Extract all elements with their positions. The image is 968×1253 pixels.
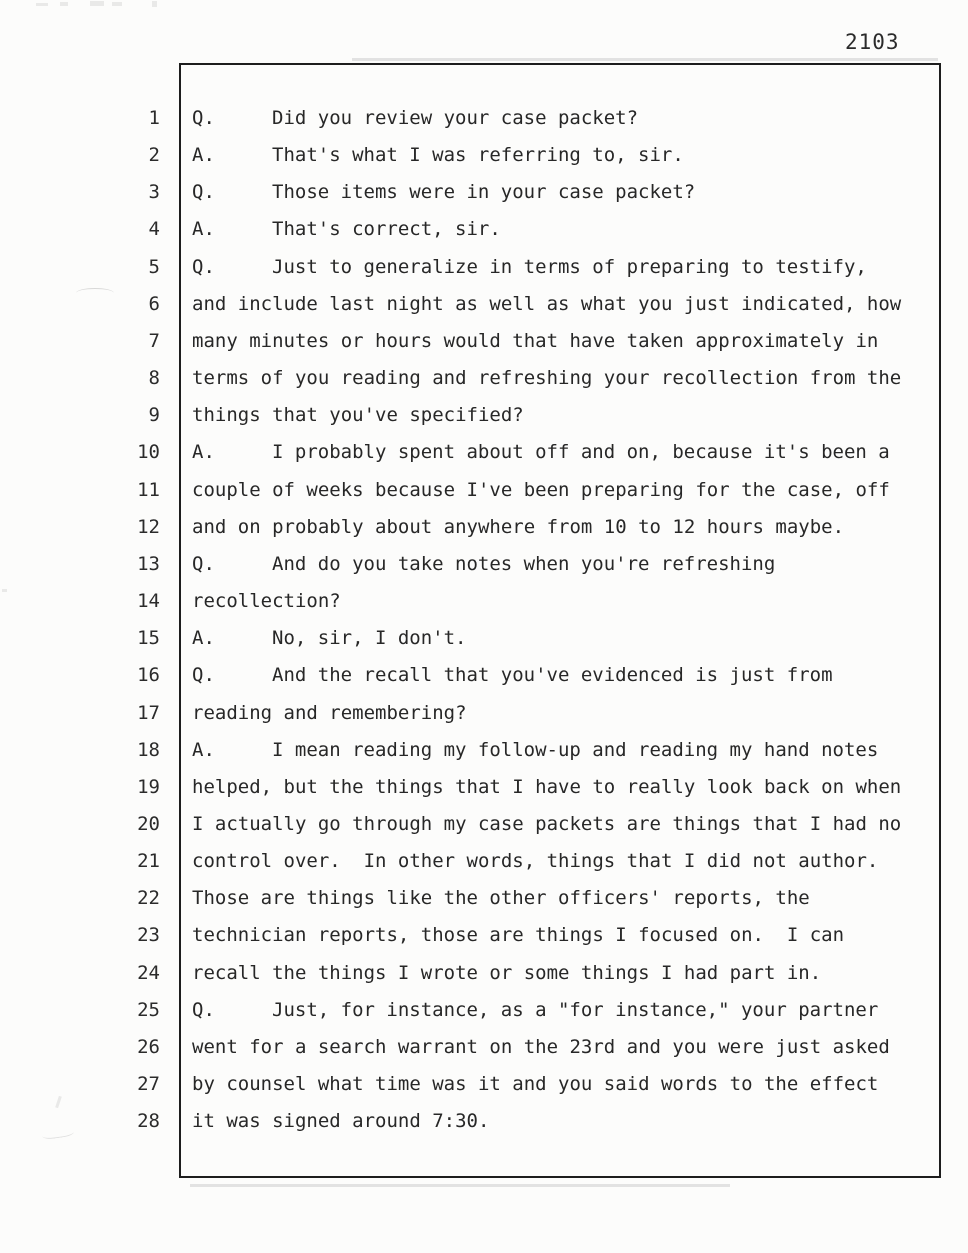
line-text: recollection? xyxy=(192,590,341,613)
line-text: Those are things like the other officers' reports, the xyxy=(192,887,810,910)
line-number: 13 xyxy=(137,552,160,575)
speaker-label: Q. xyxy=(192,107,215,129)
speaker-label: Q. xyxy=(192,998,215,1021)
speaker-label: Q. xyxy=(192,664,215,687)
line-number: 15 xyxy=(137,627,160,650)
scan-artifact xyxy=(152,1,157,7)
line-text: Did you review your case packet? xyxy=(272,107,639,129)
transcript-line xyxy=(100,1066,940,1103)
transcript-line xyxy=(100,695,940,732)
speaker-label: A. xyxy=(192,218,215,241)
line-text: recall the things I wrote or some things I had part in. xyxy=(192,961,822,984)
line-text: Just, for instance, as a "for instance," your partner xyxy=(272,998,879,1021)
line-text: I probably spent about off and on, because it's been a xyxy=(272,441,890,464)
line-text: I mean reading my follow-up and reading my hand notes xyxy=(272,738,879,761)
line-number: 8 xyxy=(148,367,160,390)
scan-artifact xyxy=(41,1126,74,1140)
speaker-label: Q. xyxy=(192,181,215,204)
line-text: No, sir, I don't. xyxy=(272,627,467,650)
line-number: 23 xyxy=(137,924,160,947)
speaker-label: Q. xyxy=(192,255,215,278)
line-text: And the recall that you've evidenced is just from xyxy=(272,664,833,687)
line-number: 20 xyxy=(137,812,160,835)
transcript-line xyxy=(100,360,940,397)
transcript-line xyxy=(100,1029,940,1066)
speaker-label: A. xyxy=(192,627,215,650)
line-number: 11 xyxy=(137,478,160,501)
line-text: That's what I was referring to, sir. xyxy=(272,144,684,167)
speaker-label: A. xyxy=(192,144,215,167)
line-number: 17 xyxy=(137,701,160,724)
line-text: That's correct, sir. xyxy=(272,218,501,241)
transcript-line xyxy=(100,769,940,806)
line-number: 22 xyxy=(137,887,160,910)
speaker-label: A. xyxy=(192,441,215,464)
line-number: 24 xyxy=(137,961,160,984)
transcript-line xyxy=(100,211,940,248)
line-text: control over. In other words, things that I did not author. xyxy=(192,850,879,873)
transcript-lines xyxy=(100,100,940,1140)
speaker-label: A. xyxy=(192,738,215,761)
line-number: 19 xyxy=(137,775,160,798)
line-number: 10 xyxy=(137,441,160,464)
transcript-line xyxy=(100,174,940,211)
transcript-line xyxy=(100,843,940,880)
line-number: 2 xyxy=(148,144,160,167)
line-number: 26 xyxy=(137,1035,160,1058)
transcript-line xyxy=(100,323,940,360)
scan-artifact xyxy=(36,3,48,6)
line-number: 12 xyxy=(137,515,160,538)
line-number: 18 xyxy=(137,738,160,761)
page-number: 2103 xyxy=(845,30,900,54)
scan-artifact xyxy=(352,58,938,61)
line-number: 28 xyxy=(137,1110,160,1133)
line-text: many minutes or hours would that have taken approximately in xyxy=(192,329,879,352)
transcript-line xyxy=(100,583,940,620)
speaker-label: Q. xyxy=(192,552,215,575)
transcript-line xyxy=(100,434,940,471)
transcript-line xyxy=(100,249,940,286)
transcript-line xyxy=(100,472,940,509)
line-text: reading and remembering? xyxy=(192,701,467,724)
line-number: 14 xyxy=(137,590,160,613)
line-number: 16 xyxy=(137,664,160,687)
line-text: technician reports, those are things I focused on. I can xyxy=(192,924,845,947)
transcript-line xyxy=(100,657,940,694)
transcript-line xyxy=(100,137,940,174)
transcript-line xyxy=(100,917,940,954)
transcript-line xyxy=(100,880,940,917)
line-number: 1 xyxy=(148,107,160,129)
scan-artifact xyxy=(190,1184,730,1187)
transcript-line xyxy=(100,620,940,657)
line-number: 3 xyxy=(148,181,160,204)
line-text: Just to generalize in terms of preparing to testify, xyxy=(272,255,867,278)
line-text: things that you've specified? xyxy=(192,404,524,427)
line-number: 6 xyxy=(148,292,160,315)
line-text: and include last night as well as what you just indicated, how xyxy=(192,292,902,315)
line-text: helped, but the things that I have to really look back on when xyxy=(192,775,902,798)
line-text: I actually go through my case packets are things that I had no xyxy=(192,812,902,835)
line-number: 21 xyxy=(137,850,160,873)
line-number: 25 xyxy=(137,998,160,1021)
transcript-line xyxy=(100,286,940,323)
line-text: terms of you reading and refreshing your recollection from the xyxy=(192,367,902,390)
scan-artifact xyxy=(90,1,104,6)
line-number: 4 xyxy=(148,218,160,241)
transcript-line xyxy=(100,955,940,992)
transcript-line xyxy=(100,1103,940,1140)
transcript-line xyxy=(100,546,940,583)
line-text: Those items were in your case packet? xyxy=(272,181,696,204)
line-text: by counsel what time was it and you said words to the effect xyxy=(192,1073,879,1096)
transcript-line xyxy=(100,509,940,546)
line-number: 5 xyxy=(148,255,160,278)
line-text: went for a search warrant on the 23rd and you were just asked xyxy=(192,1035,890,1058)
line-number: 7 xyxy=(148,329,160,352)
scan-artifact xyxy=(112,2,122,6)
transcript-line xyxy=(100,732,940,769)
line-number: 27 xyxy=(137,1073,160,1096)
line-text: and on probably about anywhere from 10 to 12 hours maybe. xyxy=(192,515,845,538)
line-number: 9 xyxy=(148,404,160,427)
transcript-line xyxy=(100,806,940,843)
scan-artifact xyxy=(60,2,68,6)
transcript-line xyxy=(100,397,940,434)
transcript-line xyxy=(100,992,940,1029)
line-text: couple of weeks because I've been preparing for the case, off xyxy=(192,478,890,501)
transcript-line xyxy=(100,100,940,137)
scan-artifact xyxy=(2,589,7,592)
line-text: it was signed around 7:30. xyxy=(192,1110,490,1133)
line-text: And do you take notes when you're refreshing xyxy=(272,552,776,575)
scan-artifact xyxy=(55,1096,62,1108)
